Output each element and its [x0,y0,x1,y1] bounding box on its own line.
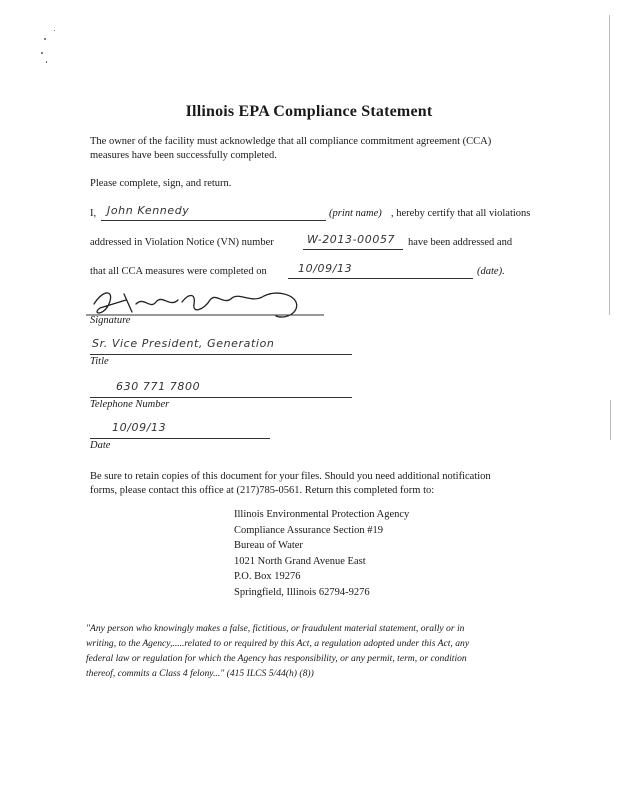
retain-line-2: forms, please contact this office at (217)785-0561. Return this completed form to: [90,485,435,496]
address-line: Compliance Assurance Section #19 [234,524,384,536]
quote-line: "Any person who knowingly makes a false, fictitious, or fraudulent material statement, orally or in [86,623,465,634]
telephone-label: Telephone Number [90,399,170,410]
signature-field[interactable] [86,284,326,318]
vn-number-value: W-2013-00057 [307,233,396,246]
date-field[interactable] [90,421,270,439]
instructions-text: Please complete, sign, and return. [90,178,232,189]
cert-line-2-suffix: have been addressed and [408,237,513,248]
cert-line-3-prefix: that all CCA measures were completed on [90,266,267,277]
quote-line: thereof, commits a Class 4 felony..." (415 ILCS 5/44(h) (8)) [86,668,314,679]
print-name-hint: (print name) [329,208,382,219]
address-line: P.O. Box 19276 [234,571,301,582]
title-field[interactable] [90,337,352,355]
cert-line-2-prefix: addressed in Violation Notice (VN) number [90,237,274,248]
print-name-field[interactable] [101,204,326,221]
signature-label: Signature [90,315,131,326]
scan-speck [46,61,47,63]
date-label: Date [90,440,111,451]
legal-quote [86,621,546,681]
scan-speck [54,30,55,31]
address-line: Illinois Environmental Protection Agency [234,509,410,520]
scan-edge-line [609,15,610,315]
quote-line: federal law or regulation for which the Agency has responsibility, or any permit, term, or condition [86,653,467,664]
telephone-value: 630 771 7800 [116,380,201,393]
scan-speck [44,38,46,40]
intro-line-2: measures have been successfully completed. [90,150,277,161]
page-title: Illinois EPA Compliance Statement [185,103,433,120]
date-value: 10/09/13 [112,421,167,434]
telephone-field[interactable] [90,380,352,398]
title-value: Sr. Vice President, Generation [92,337,275,350]
completion-date-value: 10/09/13 [298,262,353,275]
completion-date-hint: (date). [477,266,505,277]
address-line: Springfield, Illinois 62794-9276 [234,586,370,598]
address-line: Bureau of Water [234,540,303,551]
scan-speck [41,52,43,54]
scan-edge-line [610,400,611,440]
vn-number-field[interactable] [303,233,403,250]
cert-prefix: I, [90,208,97,219]
title-label: Title [90,356,109,367]
intro-line-1: The owner of the facility must acknowledge that all compliance commitment agreement (CCA) [90,136,492,147]
print-name-value: John Kennedy [107,204,190,217]
completion-date-field[interactable] [288,262,473,279]
retain-line-1: Be sure to retain copies of this document for your files. Should you need additional notification [90,471,491,482]
quote-line: writing, to the Agency,.....related to or required by this Act, a regulation adopted under this Act, any [86,638,470,649]
mailing-address [234,507,409,600]
cert-line-1-suffix: , hereby certify that all violations [391,208,531,219]
address-line: 1021 North Grand Avenue East [234,555,366,567]
